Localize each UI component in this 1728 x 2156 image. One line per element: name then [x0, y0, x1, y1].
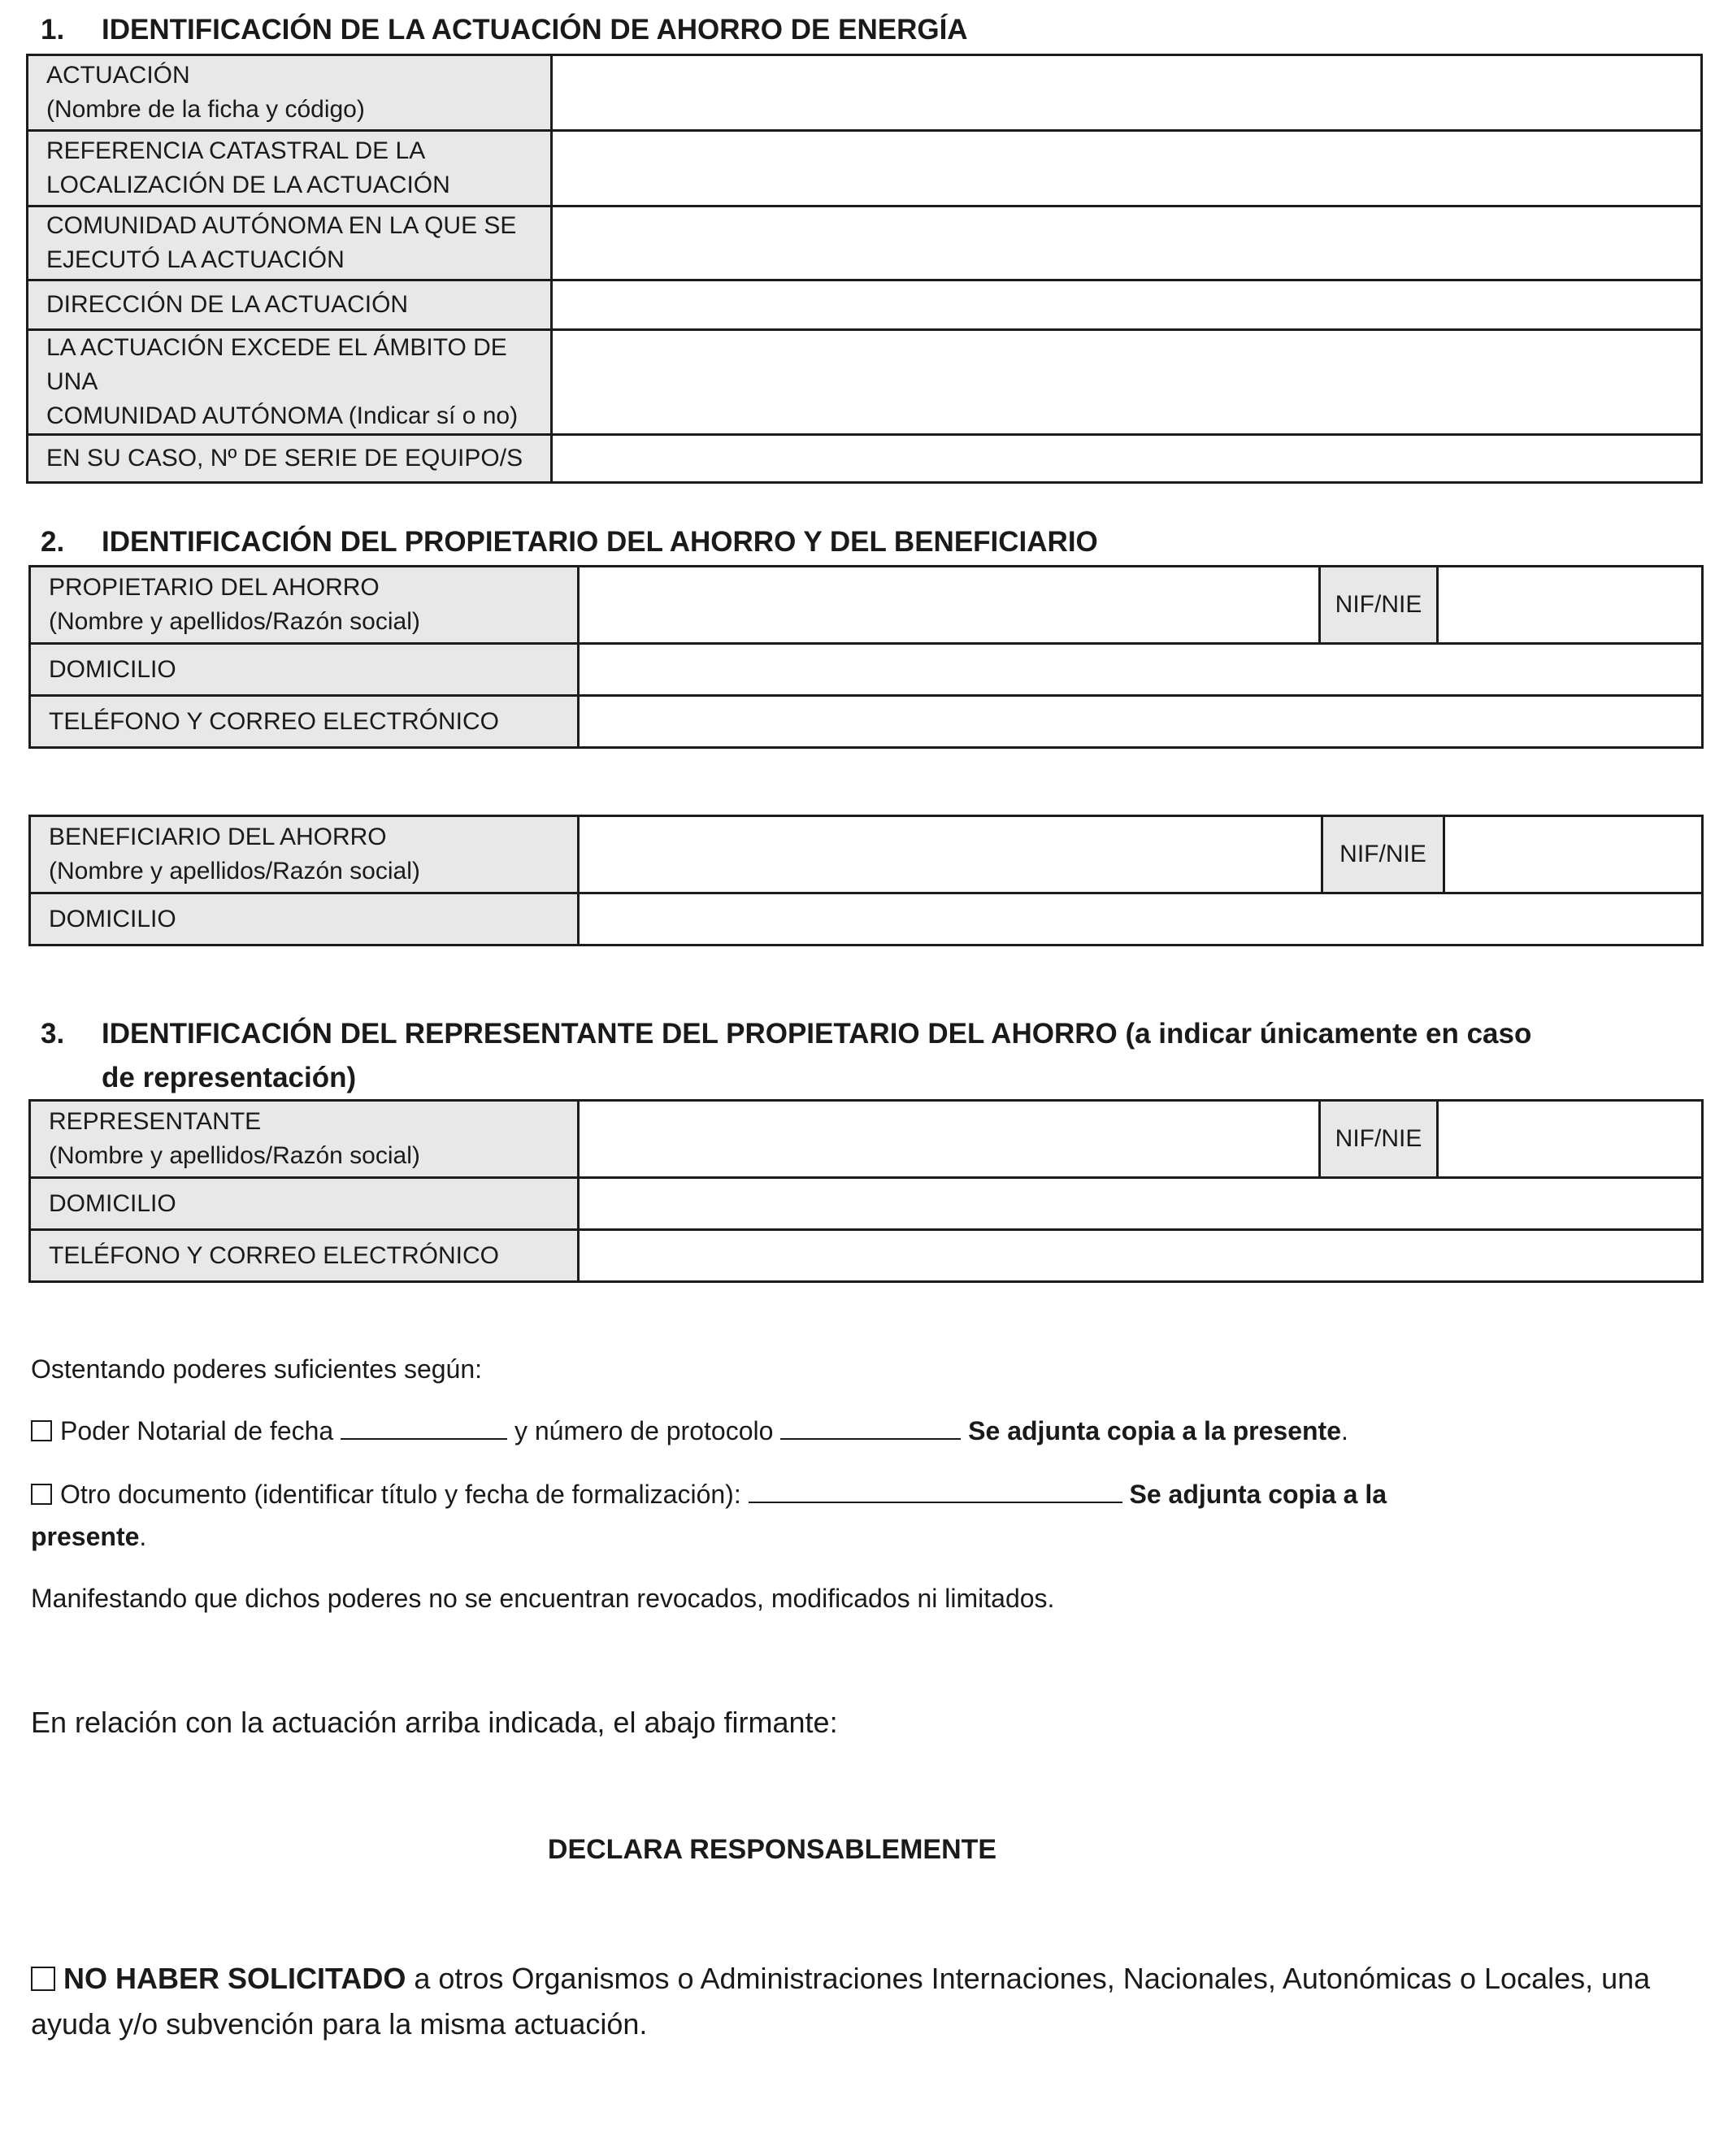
- notarial-power-option: Poder Notarial de fecha y número de protocolo Se adjunta copia a la presente.: [31, 1413, 1348, 1449]
- field-label: PROPIETARIO DEL AHORRO (Nombre y apellidos/Razón social): [30, 567, 579, 644]
- table-row: [30, 567, 1703, 644]
- owner-name-field[interactable]: [579, 567, 1320, 644]
- field-label: DIRECCIÓN DE LA ACTUACIÓN: [28, 280, 552, 330]
- table-row: [28, 435, 1702, 483]
- table-row: [30, 1101, 1703, 1178]
- beneficiary-nif-field[interactable]: [1444, 816, 1703, 893]
- cadastral-reference-field[interactable]: [552, 131, 1702, 206]
- field-label: ACTUACIÓN (Nombre de la ficha y código): [28, 55, 552, 131]
- section-1-heading: 1. IDENTIFICACIÓN DE LA ACTUACIÓN DE AHORRO DE ENERGÍA: [41, 14, 968, 46]
- nif-label: NIF/NIE: [1322, 816, 1444, 893]
- table-row: [30, 696, 1703, 748]
- beneficiary-address-field[interactable]: [579, 893, 1703, 945]
- field-label: BENEFICIARIO DEL AHORRO (Nombre y apellidos/Razón social): [30, 816, 579, 893]
- field-label: LA ACTUACIÓN EXCEDE EL ÁMBITO DE UNA COMUNIDAD AUTÓNOMA (Indicar sí o no): [28, 330, 552, 435]
- field-label: TELÉFONO Y CORREO ELECTRÓNICO: [30, 1230, 579, 1282]
- action-name-field[interactable]: [552, 55, 1702, 131]
- other-document-option-continued: presente.: [31, 1522, 147, 1551]
- powers-manifest: Manifestando que dichos poderes no se encuentran revocados, modificados ni limitados.: [31, 1584, 1055, 1613]
- representative-contact-field[interactable]: [579, 1230, 1703, 1282]
- owner-table: [28, 565, 1704, 749]
- owner-contact-field[interactable]: [579, 696, 1703, 748]
- declara-heading: DECLARA RESPONSABLEMENTE: [547, 1834, 997, 1865]
- representative-table: [28, 1099, 1704, 1283]
- nif-label: NIF/NIE: [1320, 567, 1438, 644]
- section-3-heading: 3. IDENTIFICACIÓN DEL REPRESENTANTE DEL PROPIETARIO DEL AHORRO (a indicar únicamente en caso: [41, 1018, 1532, 1050]
- beneficiary-name-field[interactable]: [579, 816, 1322, 893]
- section-2-heading: 2. IDENTIFICACIÓN DEL PROPIETARIO DEL AHORRO Y DEL BENEFICIARIO: [41, 526, 1098, 558]
- exceeds-community-field[interactable]: [552, 330, 1702, 435]
- owner-nif-field[interactable]: [1438, 567, 1703, 644]
- table-row: [28, 280, 1702, 330]
- table-row: [30, 644, 1703, 696]
- field-label: TELÉFONO Y CORREO ELECTRÓNICO: [30, 696, 579, 748]
- notarial-date-blank[interactable]: [341, 1414, 507, 1440]
- protocol-number-blank[interactable]: [780, 1414, 961, 1440]
- section-3-heading-continued: de representación): [102, 1062, 357, 1093]
- field-label: DOMICILIO: [30, 1178, 579, 1230]
- representative-name-field[interactable]: [579, 1101, 1320, 1178]
- field-label: REPRESENTANTE (Nombre y apellidos/Razón social): [30, 1101, 579, 1178]
- table-row: [28, 206, 1702, 280]
- relation-text: En relación con la actuación arriba indicada, el abajo firmante:: [31, 1706, 838, 1739]
- action-table: [26, 54, 1703, 484]
- equipment-serial-field[interactable]: [552, 435, 1702, 483]
- table-row: [28, 131, 1702, 206]
- notarial-power-checkbox[interactable]: [31, 1420, 52, 1441]
- autonomous-community-field[interactable]: [552, 206, 1702, 280]
- table-row: [30, 1178, 1703, 1230]
- beneficiary-table: [28, 815, 1704, 946]
- table-row: [30, 893, 1703, 945]
- action-address-field[interactable]: [552, 280, 1702, 330]
- field-label: REFERENCIA CATASTRAL DE LA LOCALIZACIÓN DE LA ACTUACIÓN: [28, 131, 552, 206]
- powers-intro: Ostentando poderes suficientes según:: [31, 1354, 483, 1384]
- other-document-blank[interactable]: [749, 1477, 1122, 1503]
- declaration-paragraph: NO HABER SOLICITADO a otros Organismos o Administraciones Internaciones, Nacionales, Autonómicas o Locales, una ayuda y/o subvención para la misma actuación.: [31, 1962, 1651, 2041]
- other-document-checkbox[interactable]: [31, 1484, 52, 1505]
- table-row: [30, 816, 1703, 893]
- representative-address-field[interactable]: [579, 1178, 1703, 1230]
- field-label: COMUNIDAD AUTÓNOMA EN LA QUE SE EJECUTÓ LA ACTUACIÓN: [28, 206, 552, 280]
- owner-address-field[interactable]: [579, 644, 1703, 696]
- representative-nif-field[interactable]: [1438, 1101, 1703, 1178]
- table-row: [28, 330, 1702, 435]
- other-document-option: Otro documento (identificar título y fecha de formalización): Se adjunta copia a la: [31, 1476, 1387, 1512]
- field-label: DOMICILIO: [30, 893, 579, 945]
- field-label: DOMICILIO: [30, 644, 579, 696]
- nif-label: NIF/NIE: [1320, 1101, 1438, 1178]
- no-aid-requested-checkbox[interactable]: [31, 1967, 55, 1991]
- table-row: [28, 55, 1702, 131]
- field-label: EN SU CASO, Nº DE SERIE DE EQUIPO/S: [28, 435, 552, 483]
- table-row: [30, 1230, 1703, 1282]
